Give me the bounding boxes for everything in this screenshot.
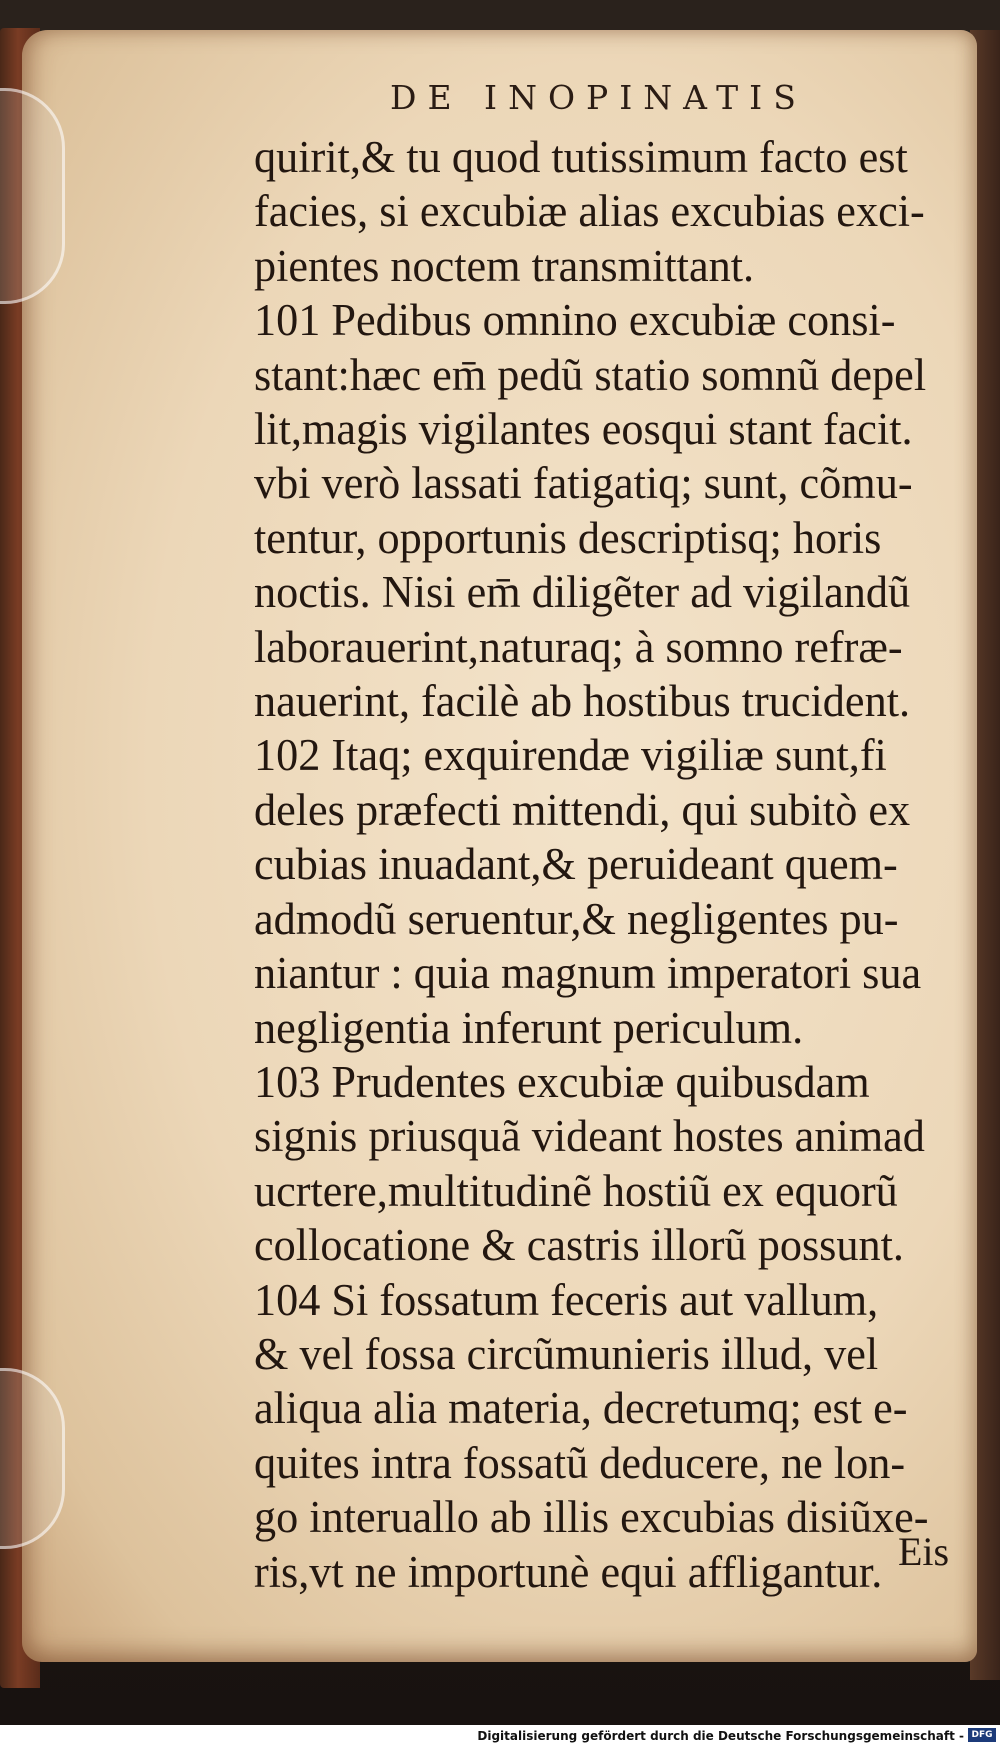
text-line: collocatione & castris illorũ possunt. — [254, 1220, 904, 1271]
text-line: deles præfecti mittendi, qui subitò ex — [254, 784, 911, 835]
text-line: ucrtere,multitudinẽ hostiũ ex equorũ — [254, 1165, 898, 1216]
text-line: & vel fossa circũmunieris illud, vel — [254, 1328, 879, 1379]
text-line: facies, si excubiæ alias excubias exci- — [254, 186, 925, 237]
text-line: pientes noctem transmittant. — [254, 240, 755, 291]
text-line: niantur : quia magnum imperatori sua — [254, 948, 922, 999]
text-line: admodũ seruentur,& negligentes pu- — [254, 893, 899, 944]
text-line: aliqua alia materia, decretumq; est e- — [254, 1383, 908, 1434]
text-line: 101 Pedibus omnino excubiæ consi- — [254, 295, 896, 346]
page-clip-top — [0, 88, 65, 304]
text-line: go interuallo ab illis excubias disiũxe- — [254, 1492, 929, 1543]
text-line: vbi verò lassati fatigatiq; sunt, cõmu- — [254, 458, 913, 509]
text-line: stant:hæc em̄ pedũ statio somnũ depel — [254, 349, 927, 400]
text-line: quites intra fossatũ deducere, ne lon- — [254, 1437, 906, 1488]
text-line: 102 Itaq; exquirendæ vigiliæ sunt,fi — [254, 730, 887, 781]
catchword: Eis — [898, 1529, 950, 1574]
text-line: ris,vt ne importunè equi affligantur. — [254, 1546, 883, 1597]
footer-bar — [0, 1725, 1000, 1745]
running-header: DE INOPINATIS — [390, 78, 807, 117]
text-block — [254, 130, 966, 1599]
text-line: quirit,& tu quod tutissimum facto est — [254, 132, 908, 182]
text-line: lit,magis vigilantes eosqui stant facit. — [254, 404, 913, 455]
text-line: cubias inuadant,& peruideant quem- — [254, 839, 898, 890]
text-line: tentur, opportunis descriptisq; horis — [254, 512, 882, 563]
footer-credit: Digitalisierung gefördert durch die Deutsche Forschungsgemeinschaft - — [477, 1729, 964, 1743]
text-line: signis priusquã videant hostes animad — [254, 1111, 925, 1162]
dfg-logo: DFG — [968, 1728, 996, 1742]
text-line: noctis. Nisi em̄ diligẽter ad vigilandũ — [254, 567, 911, 618]
text-line: nauerint, facilè ab hostibus trucident. — [254, 676, 911, 727]
text-line: laborauerint,naturaq; à somno refræ- — [254, 621, 903, 672]
text-line: 103 Prudentes excubiæ quibusdam — [254, 1056, 870, 1107]
text-line: 104 Si fossatum feceris aut vallum, — [254, 1274, 879, 1325]
text-line: negligentia inferunt periculum. — [254, 1002, 804, 1053]
